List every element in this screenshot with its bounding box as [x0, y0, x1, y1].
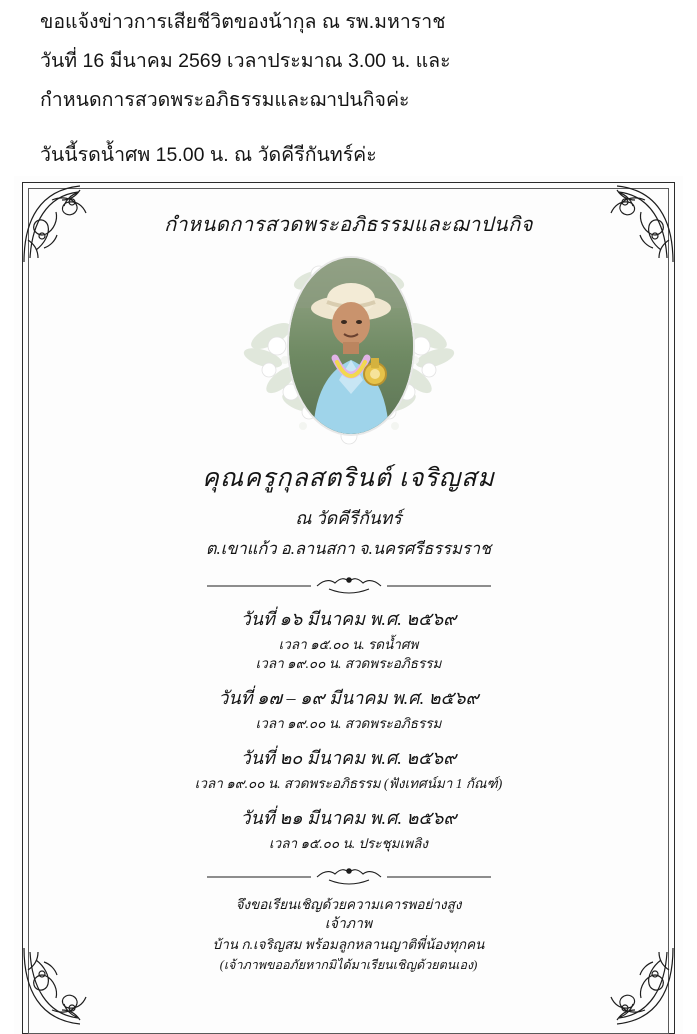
deceased-name: คุณครูกุลสตรินต์ เจริญสม: [202, 465, 495, 492]
schedule-item: เวลา ๑๕.๐๐ น. รดน้ำศพ: [278, 637, 419, 652]
schedule-item: เวลา ๑๙.๐๐ น. สวดพระอภิธรรม: [255, 656, 442, 671]
schedule-date: วันที่ ๒๑ มีนาคม พ.ศ. ๒๕๖๙: [240, 808, 457, 828]
message-line-4: วันนี้รดน้ำศพ 15.00 น. ณ วัดคีรีกันทร์ค่ะ: [40, 144, 377, 166]
schedule-date: วันที่ ๒๐ มีนาคม พ.ศ. ๒๕๖๙: [240, 748, 457, 768]
invitation-footer: [74, 895, 623, 975]
footer-invite-text: จึงขอเรียนเชิญด้วยความเคารพอย่างสูง: [235, 897, 462, 912]
divider-ornament-icon: [199, 574, 499, 598]
schedule-item: เวลา ๑๕.๐๐ น. ประชุมเพลิง: [269, 836, 428, 851]
portrait-photo-icon: [289, 258, 413, 434]
footer-apology-note: (เจ้าภาพขออภัยหากมิได้มาเรียนเชิญด้วยตนเอง): [219, 958, 478, 972]
schedule-block: [74, 683, 623, 733]
schedule-block: [74, 604, 623, 673]
deceased-portrait: [289, 258, 413, 434]
schedule-item: เวลา ๑๙.๐๐ น. สวดพระอภิธรรม: [255, 716, 442, 731]
card-content: [14, 176, 683, 1034]
temple-name: ณ วัดคีรีกันทร์: [295, 508, 402, 528]
temple-address: ต.เขาแก้ว อ.ลานสกา จ.นครศรีธรรมราช: [205, 539, 492, 558]
funeral-invitation-card: [14, 176, 683, 1034]
message-line-2: วันที่ 16 มีนาคม 2569 เวลาประมาณ 3.00 น. และ: [40, 50, 451, 72]
message-line-3: กำหนดการสวดพระอภิธรรมและฌาปนกิจค่ะ: [40, 89, 410, 111]
schedule-block: [74, 743, 623, 793]
footer-host-family: บ้าน ก.เจริญสม พร้อมลูกหลานญาติพี่น้องทุกคน: [212, 937, 485, 952]
message-block: [0, 0, 697, 186]
message-line-1: ขอแจ้งข่าวการเสียชีวิตของน้ากุล ณ รพ.มหาราช: [40, 11, 446, 33]
schedule-item: เวลา ๑๙.๐๐ น. สวดพระอภิธรรม (ฟังเทศน์มา 1 กัณฑ์): [194, 776, 503, 791]
portrait-block: [219, 250, 479, 450]
schedule-list: [74, 604, 623, 853]
footer-host-label: เจ้าภาพ: [324, 917, 373, 932]
schedule-date: วันที่ ๑๖ มีนาคม พ.ศ. ๒๕๖๙: [240, 609, 457, 629]
schedule-block: [74, 803, 623, 853]
card-header-title: กำหนดการสวดพระอภิธรรมและฌาปนกิจ: [164, 214, 533, 236]
schedule-date: วันที่ ๑๗ – ๑๙ มีนาคม พ.ศ. ๒๕๖๙: [218, 688, 479, 708]
divider-ornament-icon: [199, 865, 499, 889]
